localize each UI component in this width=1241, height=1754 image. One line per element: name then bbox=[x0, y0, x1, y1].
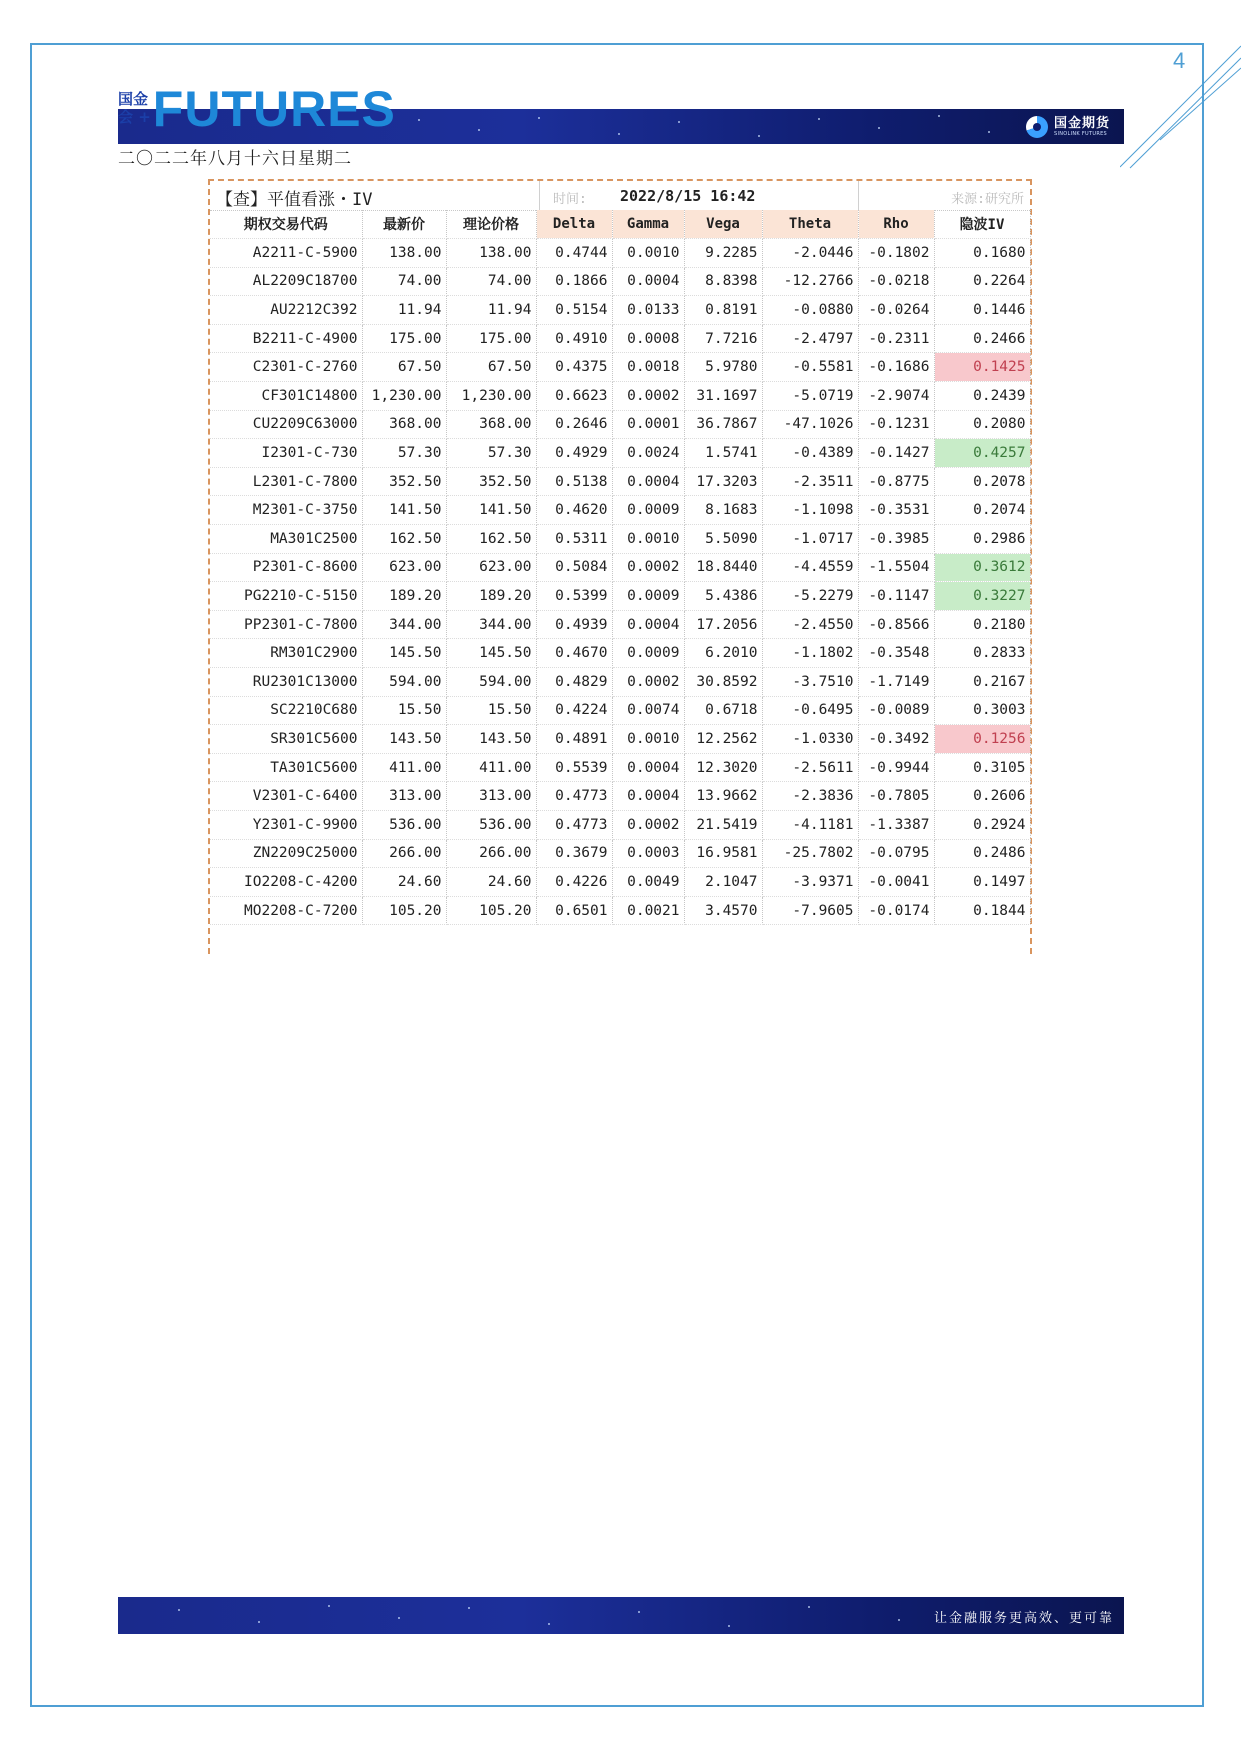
cell-rho: -0.2311 bbox=[858, 324, 934, 353]
cell-option-code: SC2210C680 bbox=[210, 696, 362, 725]
table-row bbox=[210, 810, 1030, 839]
cell-option-code: V2301-C-6400 bbox=[210, 782, 362, 811]
cell-vega: 9.2285 bbox=[684, 239, 762, 268]
table-row bbox=[210, 353, 1030, 382]
cell-delta: 0.4910 bbox=[536, 324, 612, 353]
cell-theoretical-price: 266.00 bbox=[446, 839, 536, 868]
table-row bbox=[210, 239, 1030, 268]
logo-name: 国金期货 bbox=[1053, 116, 1110, 131]
cell-option-code: MO2208-C-7200 bbox=[210, 896, 362, 925]
cell-rho: -1.3387 bbox=[858, 810, 934, 839]
cell-theoretical-price: 67.50 bbox=[446, 353, 536, 382]
cell-theoretical-price: 57.30 bbox=[446, 439, 536, 468]
cell-vega: 17.3203 bbox=[684, 467, 762, 496]
cell-theta: -2.3836 bbox=[762, 782, 858, 811]
logo-english-name: SINOLINK FUTURES bbox=[1053, 131, 1108, 137]
cell-vega: 5.5090 bbox=[684, 525, 762, 554]
cell-gamma: 0.0018 bbox=[612, 353, 684, 382]
cell-last-price: 105.20 bbox=[362, 896, 446, 925]
cell-gamma: 0.0024 bbox=[612, 439, 684, 468]
cell-last-price: 344.00 bbox=[362, 610, 446, 639]
table-row bbox=[210, 496, 1030, 525]
cell-implied-vol: 0.2486 bbox=[934, 839, 1030, 868]
cell-implied-vol: 0.1844 bbox=[934, 896, 1030, 925]
cell-vega: 8.8398 bbox=[684, 267, 762, 296]
cell-delta: 0.4375 bbox=[536, 353, 612, 382]
cell-theta: -2.0446 bbox=[762, 239, 858, 268]
cell-implied-vol: 0.2986 bbox=[934, 525, 1030, 554]
cell-rho: -0.1427 bbox=[858, 439, 934, 468]
cell-theoretical-price: 368.00 bbox=[446, 410, 536, 439]
cell-delta: 0.4773 bbox=[536, 810, 612, 839]
cell-rho: -0.3985 bbox=[858, 525, 934, 554]
table-row bbox=[210, 839, 1030, 868]
cell-last-price: 24.60 bbox=[362, 868, 446, 897]
cell-last-price: 266.00 bbox=[362, 839, 446, 868]
column-header-theta: Theta bbox=[762, 210, 858, 239]
cell-rho: -2.9074 bbox=[858, 382, 934, 411]
table-row bbox=[210, 782, 1030, 811]
cell-implied-vol: 0.2439 bbox=[934, 382, 1030, 411]
time-label: 时间: bbox=[553, 192, 587, 207]
column-header-code: 期权交易代码 bbox=[210, 210, 362, 239]
cell-theta: -5.0719 bbox=[762, 382, 858, 411]
cell-theoretical-price: 15.50 bbox=[446, 696, 536, 725]
cell-last-price: 623.00 bbox=[362, 553, 446, 582]
cell-implied-vol: 0.3612 bbox=[934, 553, 1030, 582]
cell-vega: 1.5741 bbox=[684, 439, 762, 468]
cell-option-code: A2211-C-5900 bbox=[210, 239, 362, 268]
cell-implied-vol: 0.2264 bbox=[934, 267, 1030, 296]
cell-theta: -2.4550 bbox=[762, 610, 858, 639]
cell-vega: 36.7867 bbox=[684, 410, 762, 439]
cell-vega: 16.9581 bbox=[684, 839, 762, 868]
cell-rho: -0.0264 bbox=[858, 296, 934, 325]
cell-option-code: IO2208-C-4200 bbox=[210, 868, 362, 897]
cell-gamma: 0.0002 bbox=[612, 668, 684, 697]
cell-theta: -25.7802 bbox=[762, 839, 858, 868]
cell-vega: 13.9662 bbox=[684, 782, 762, 811]
cell-implied-vol: 0.2080 bbox=[934, 410, 1030, 439]
brand-small-top: 国金 bbox=[118, 90, 149, 108]
cell-last-price: 67.50 bbox=[362, 353, 446, 382]
cell-theta: -4.1181 bbox=[762, 810, 858, 839]
cell-delta: 0.4744 bbox=[536, 239, 612, 268]
cell-theoretical-price: 162.50 bbox=[446, 525, 536, 554]
cell-vega: 12.2562 bbox=[684, 725, 762, 754]
cell-theoretical-price: 352.50 bbox=[446, 467, 536, 496]
cell-implied-vol: 0.2924 bbox=[934, 810, 1030, 839]
cell-rho: -0.7805 bbox=[858, 782, 934, 811]
cell-vega: 6.2010 bbox=[684, 639, 762, 668]
table-row bbox=[210, 267, 1030, 296]
cell-gamma: 0.0002 bbox=[612, 810, 684, 839]
cell-option-code: PP2301-C-7800 bbox=[210, 610, 362, 639]
cell-delta: 0.4891 bbox=[536, 725, 612, 754]
cell-vega: 8.1683 bbox=[684, 496, 762, 525]
cell-delta: 0.3679 bbox=[536, 839, 612, 868]
cell-delta: 0.4939 bbox=[536, 610, 612, 639]
cell-rho: -0.9944 bbox=[858, 753, 934, 782]
cell-rho: -0.8775 bbox=[858, 467, 934, 496]
cell-last-price: 74.00 bbox=[362, 267, 446, 296]
cell-vega: 7.7216 bbox=[684, 324, 762, 353]
cell-option-code: M2301-C-3750 bbox=[210, 496, 362, 525]
cell-theoretical-price: 536.00 bbox=[446, 810, 536, 839]
table-title: 【查】平值看涨・IV bbox=[216, 190, 373, 210]
cell-rho: -0.3531 bbox=[858, 496, 934, 525]
cell-theta: -2.3511 bbox=[762, 467, 858, 496]
cell-last-price: 57.30 bbox=[362, 439, 446, 468]
cell-theta: -5.2279 bbox=[762, 582, 858, 611]
cell-theta: -0.5581 bbox=[762, 353, 858, 382]
cell-theta: -7.9605 bbox=[762, 896, 858, 925]
table-row bbox=[210, 410, 1030, 439]
cell-last-price: 368.00 bbox=[362, 410, 446, 439]
cell-delta: 0.4929 bbox=[536, 439, 612, 468]
cell-gamma: 0.0002 bbox=[612, 382, 684, 411]
cell-theta: -2.5611 bbox=[762, 753, 858, 782]
cell-theta: -3.9371 bbox=[762, 868, 858, 897]
cell-theoretical-price: 141.50 bbox=[446, 496, 536, 525]
cell-theoretical-price: 189.20 bbox=[446, 582, 536, 611]
cell-vega: 12.3020 bbox=[684, 753, 762, 782]
cell-theoretical-price: 344.00 bbox=[446, 610, 536, 639]
brand-futures: FUTURES bbox=[152, 81, 396, 137]
table-row bbox=[210, 896, 1030, 925]
cell-theoretical-price: 24.60 bbox=[446, 868, 536, 897]
cell-delta: 0.5311 bbox=[536, 525, 612, 554]
cell-delta: 0.4773 bbox=[536, 782, 612, 811]
cell-rho: -0.0089 bbox=[858, 696, 934, 725]
cell-delta: 0.5399 bbox=[536, 582, 612, 611]
brand-small-bottom: 会 + bbox=[118, 108, 151, 126]
cell-theta: -1.1098 bbox=[762, 496, 858, 525]
cell-vega: 0.8191 bbox=[684, 296, 762, 325]
cell-gamma: 0.0004 bbox=[612, 467, 684, 496]
cell-last-price: 594.00 bbox=[362, 668, 446, 697]
cell-rho: -0.1686 bbox=[858, 353, 934, 382]
cell-last-price: 141.50 bbox=[362, 496, 446, 525]
cell-theoretical-price: 411.00 bbox=[446, 753, 536, 782]
footer-banner bbox=[118, 1597, 1124, 1634]
cell-gamma: 0.0004 bbox=[612, 267, 684, 296]
cell-rho: -0.1231 bbox=[858, 410, 934, 439]
cell-gamma: 0.0004 bbox=[612, 753, 684, 782]
table-row bbox=[210, 324, 1030, 353]
cell-theta: -12.2766 bbox=[762, 267, 858, 296]
cell-delta: 0.6623 bbox=[536, 382, 612, 411]
table-row bbox=[210, 668, 1030, 697]
table-row bbox=[210, 553, 1030, 582]
column-header-delta: Delta bbox=[536, 210, 612, 239]
cell-gamma: 0.0002 bbox=[612, 553, 684, 582]
cell-implied-vol: 0.2078 bbox=[934, 467, 1030, 496]
cell-implied-vol: 0.2606 bbox=[934, 782, 1030, 811]
cell-theoretical-price: 145.50 bbox=[446, 639, 536, 668]
column-header-vega: Vega bbox=[684, 210, 762, 239]
column-header-gamma: Gamma bbox=[612, 210, 684, 239]
cell-theta: -1.0717 bbox=[762, 525, 858, 554]
table-row bbox=[210, 382, 1030, 411]
cell-theoretical-price: 138.00 bbox=[446, 239, 536, 268]
cell-last-price: 352.50 bbox=[362, 467, 446, 496]
cell-theoretical-price: 74.00 bbox=[446, 267, 536, 296]
cell-theta: -1.0330 bbox=[762, 725, 858, 754]
cell-option-code: MA301C2500 bbox=[210, 525, 362, 554]
cell-theoretical-price: 175.00 bbox=[446, 324, 536, 353]
time-value: 2022/8/15 16:42 bbox=[620, 187, 756, 205]
document-date: 二〇二二年八月十六日星期二 bbox=[118, 149, 352, 169]
options-greeks-table bbox=[210, 210, 1031, 925]
footer-slogan: 让金融服务更高效、更可靠 bbox=[933, 1611, 1114, 1626]
cell-theoretical-price: 1,230.00 bbox=[446, 382, 536, 411]
cell-implied-vol: 0.3227 bbox=[934, 582, 1030, 611]
cell-rho: -0.3492 bbox=[858, 725, 934, 754]
cell-delta: 0.4226 bbox=[536, 868, 612, 897]
table-title-row bbox=[210, 181, 1030, 211]
cell-last-price: 143.50 bbox=[362, 725, 446, 754]
table-row bbox=[210, 467, 1030, 496]
cell-option-code: C2301-C-2760 bbox=[210, 353, 362, 382]
table-row bbox=[210, 439, 1030, 468]
cell-last-price: 11.94 bbox=[362, 296, 446, 325]
cell-delta: 0.4224 bbox=[536, 696, 612, 725]
cell-theta: -47.1026 bbox=[762, 410, 858, 439]
cell-vega: 5.4386 bbox=[684, 582, 762, 611]
cell-theta: -0.0880 bbox=[762, 296, 858, 325]
cell-gamma: 0.0009 bbox=[612, 639, 684, 668]
cell-option-code: Y2301-C-9900 bbox=[210, 810, 362, 839]
cell-rho: -0.0041 bbox=[858, 868, 934, 897]
cell-vega: 5.9780 bbox=[684, 353, 762, 382]
column-header-theoretical-price: 理论价格 bbox=[446, 210, 536, 239]
cell-theoretical-price: 594.00 bbox=[446, 668, 536, 697]
cell-rho: -0.8566 bbox=[858, 610, 934, 639]
cell-implied-vol: 0.3003 bbox=[934, 696, 1030, 725]
cell-option-code: RU2301C13000 bbox=[210, 668, 362, 697]
cell-delta: 0.4670 bbox=[536, 639, 612, 668]
cell-option-code: AU2212C392 bbox=[210, 296, 362, 325]
cell-implied-vol: 0.2466 bbox=[934, 324, 1030, 353]
table-row bbox=[210, 753, 1030, 782]
cell-last-price: 1,230.00 bbox=[362, 382, 446, 411]
cell-rho: -0.0218 bbox=[858, 267, 934, 296]
cell-gamma: 0.0010 bbox=[612, 525, 684, 554]
cell-gamma: 0.0133 bbox=[612, 296, 684, 325]
cell-theoretical-price: 313.00 bbox=[446, 782, 536, 811]
cell-implied-vol: 0.1497 bbox=[934, 868, 1030, 897]
cell-implied-vol: 0.1256 bbox=[934, 725, 1030, 754]
logo-icon bbox=[1026, 116, 1048, 138]
cell-last-price: 162.50 bbox=[362, 525, 446, 554]
cell-last-price: 175.00 bbox=[362, 324, 446, 353]
table-row bbox=[210, 696, 1030, 725]
table-row bbox=[210, 639, 1030, 668]
cell-last-price: 313.00 bbox=[362, 782, 446, 811]
cell-theta: -4.4559 bbox=[762, 553, 858, 582]
cell-theoretical-price: 623.00 bbox=[446, 553, 536, 582]
cell-gamma: 0.0008 bbox=[612, 324, 684, 353]
cell-theoretical-price: 11.94 bbox=[446, 296, 536, 325]
cell-rho: -1.7149 bbox=[858, 668, 934, 697]
cell-last-price: 411.00 bbox=[362, 753, 446, 782]
cell-vega: 21.5419 bbox=[684, 810, 762, 839]
cell-gamma: 0.0009 bbox=[612, 582, 684, 611]
cell-vega: 18.8440 bbox=[684, 553, 762, 582]
cell-implied-vol: 0.1425 bbox=[934, 353, 1030, 382]
table-row bbox=[210, 582, 1030, 611]
cell-theta: -1.1802 bbox=[762, 639, 858, 668]
cell-implied-vol: 0.4257 bbox=[934, 439, 1030, 468]
column-header-implied-vol: 隐波IV bbox=[934, 210, 1030, 239]
cell-gamma: 0.0010 bbox=[612, 725, 684, 754]
cell-vega: 2.1047 bbox=[684, 868, 762, 897]
cell-implied-vol: 0.3105 bbox=[934, 753, 1030, 782]
cell-option-code: TA301C5600 bbox=[210, 753, 362, 782]
table-row bbox=[210, 296, 1030, 325]
cell-gamma: 0.0009 bbox=[612, 496, 684, 525]
cell-option-code: RM301C2900 bbox=[210, 639, 362, 668]
cell-implied-vol: 0.1680 bbox=[934, 239, 1030, 268]
cell-option-code: SR301C5600 bbox=[210, 725, 362, 754]
table-row bbox=[210, 725, 1030, 754]
cell-theta: -2.4797 bbox=[762, 324, 858, 353]
options-table-panel bbox=[208, 179, 1032, 954]
cell-delta: 0.5154 bbox=[536, 296, 612, 325]
cell-delta: 0.6501 bbox=[536, 896, 612, 925]
cell-option-code: CF301C14800 bbox=[210, 382, 362, 411]
cell-theoretical-price: 105.20 bbox=[446, 896, 536, 925]
cell-gamma: 0.0021 bbox=[612, 896, 684, 925]
cell-option-code: AL2209C18700 bbox=[210, 267, 362, 296]
cell-rho: -0.1147 bbox=[858, 582, 934, 611]
source-label: 来源:研究所 bbox=[951, 192, 1024, 207]
cell-last-price: 145.50 bbox=[362, 639, 446, 668]
cell-theoretical-price: 143.50 bbox=[446, 725, 536, 754]
cell-option-code: B2211-C-4900 bbox=[210, 324, 362, 353]
cell-implied-vol: 0.2074 bbox=[934, 496, 1030, 525]
cell-option-code: CU2209C63000 bbox=[210, 410, 362, 439]
cell-last-price: 15.50 bbox=[362, 696, 446, 725]
table-row bbox=[210, 610, 1030, 639]
column-header-rho: Rho bbox=[858, 210, 934, 239]
cell-delta: 0.5539 bbox=[536, 753, 612, 782]
cell-rho: -0.1802 bbox=[858, 239, 934, 268]
brand-wordmark bbox=[118, 81, 396, 137]
cell-last-price: 189.20 bbox=[362, 582, 446, 611]
cell-gamma: 0.0074 bbox=[612, 696, 684, 725]
cell-implied-vol: 0.2180 bbox=[934, 610, 1030, 639]
table-row bbox=[210, 868, 1030, 897]
cell-rho: -1.5504 bbox=[858, 553, 934, 582]
cell-option-code: I2301-C-730 bbox=[210, 439, 362, 468]
cell-gamma: 0.0001 bbox=[612, 410, 684, 439]
cell-theta: -3.7510 bbox=[762, 668, 858, 697]
cell-option-code: PG2210-C-5150 bbox=[210, 582, 362, 611]
table-row bbox=[210, 525, 1030, 554]
table-header-row bbox=[210, 210, 1030, 239]
cell-rho: -0.3548 bbox=[858, 639, 934, 668]
corner-decoration bbox=[1120, 40, 1241, 170]
cell-gamma: 0.0004 bbox=[612, 610, 684, 639]
page-number: 4 bbox=[1173, 48, 1186, 73]
cell-delta: 0.2646 bbox=[536, 410, 612, 439]
cell-delta: 0.4829 bbox=[536, 668, 612, 697]
cell-delta: 0.4620 bbox=[536, 496, 612, 525]
cell-vega: 0.6718 bbox=[684, 696, 762, 725]
cell-gamma: 0.0049 bbox=[612, 868, 684, 897]
cell-option-code: L2301-C-7800 bbox=[210, 467, 362, 496]
cell-last-price: 138.00 bbox=[362, 239, 446, 268]
cell-delta: 0.5138 bbox=[536, 467, 612, 496]
cell-option-code: P2301-C-8600 bbox=[210, 553, 362, 582]
cell-theta: -0.6495 bbox=[762, 696, 858, 725]
cell-vega: 3.4570 bbox=[684, 896, 762, 925]
cell-vega: 31.1697 bbox=[684, 382, 762, 411]
cell-delta: 0.5084 bbox=[536, 553, 612, 582]
cell-rho: -0.0795 bbox=[858, 839, 934, 868]
cell-rho: -0.0174 bbox=[858, 896, 934, 925]
cell-implied-vol: 0.2167 bbox=[934, 668, 1030, 697]
cell-vega: 30.8592 bbox=[684, 668, 762, 697]
company-logo bbox=[1026, 115, 1110, 139]
cell-delta: 0.1866 bbox=[536, 267, 612, 296]
cell-implied-vol: 0.1446 bbox=[934, 296, 1030, 325]
cell-last-price: 536.00 bbox=[362, 810, 446, 839]
cell-vega: 17.2056 bbox=[684, 610, 762, 639]
column-header-last-price: 最新价 bbox=[362, 210, 446, 239]
cell-option-code: ZN2209C25000 bbox=[210, 839, 362, 868]
cell-gamma: 0.0010 bbox=[612, 239, 684, 268]
cell-gamma: 0.0004 bbox=[612, 782, 684, 811]
cell-theta: -0.4389 bbox=[762, 439, 858, 468]
cell-implied-vol: 0.2833 bbox=[934, 639, 1030, 668]
cell-gamma: 0.0003 bbox=[612, 839, 684, 868]
